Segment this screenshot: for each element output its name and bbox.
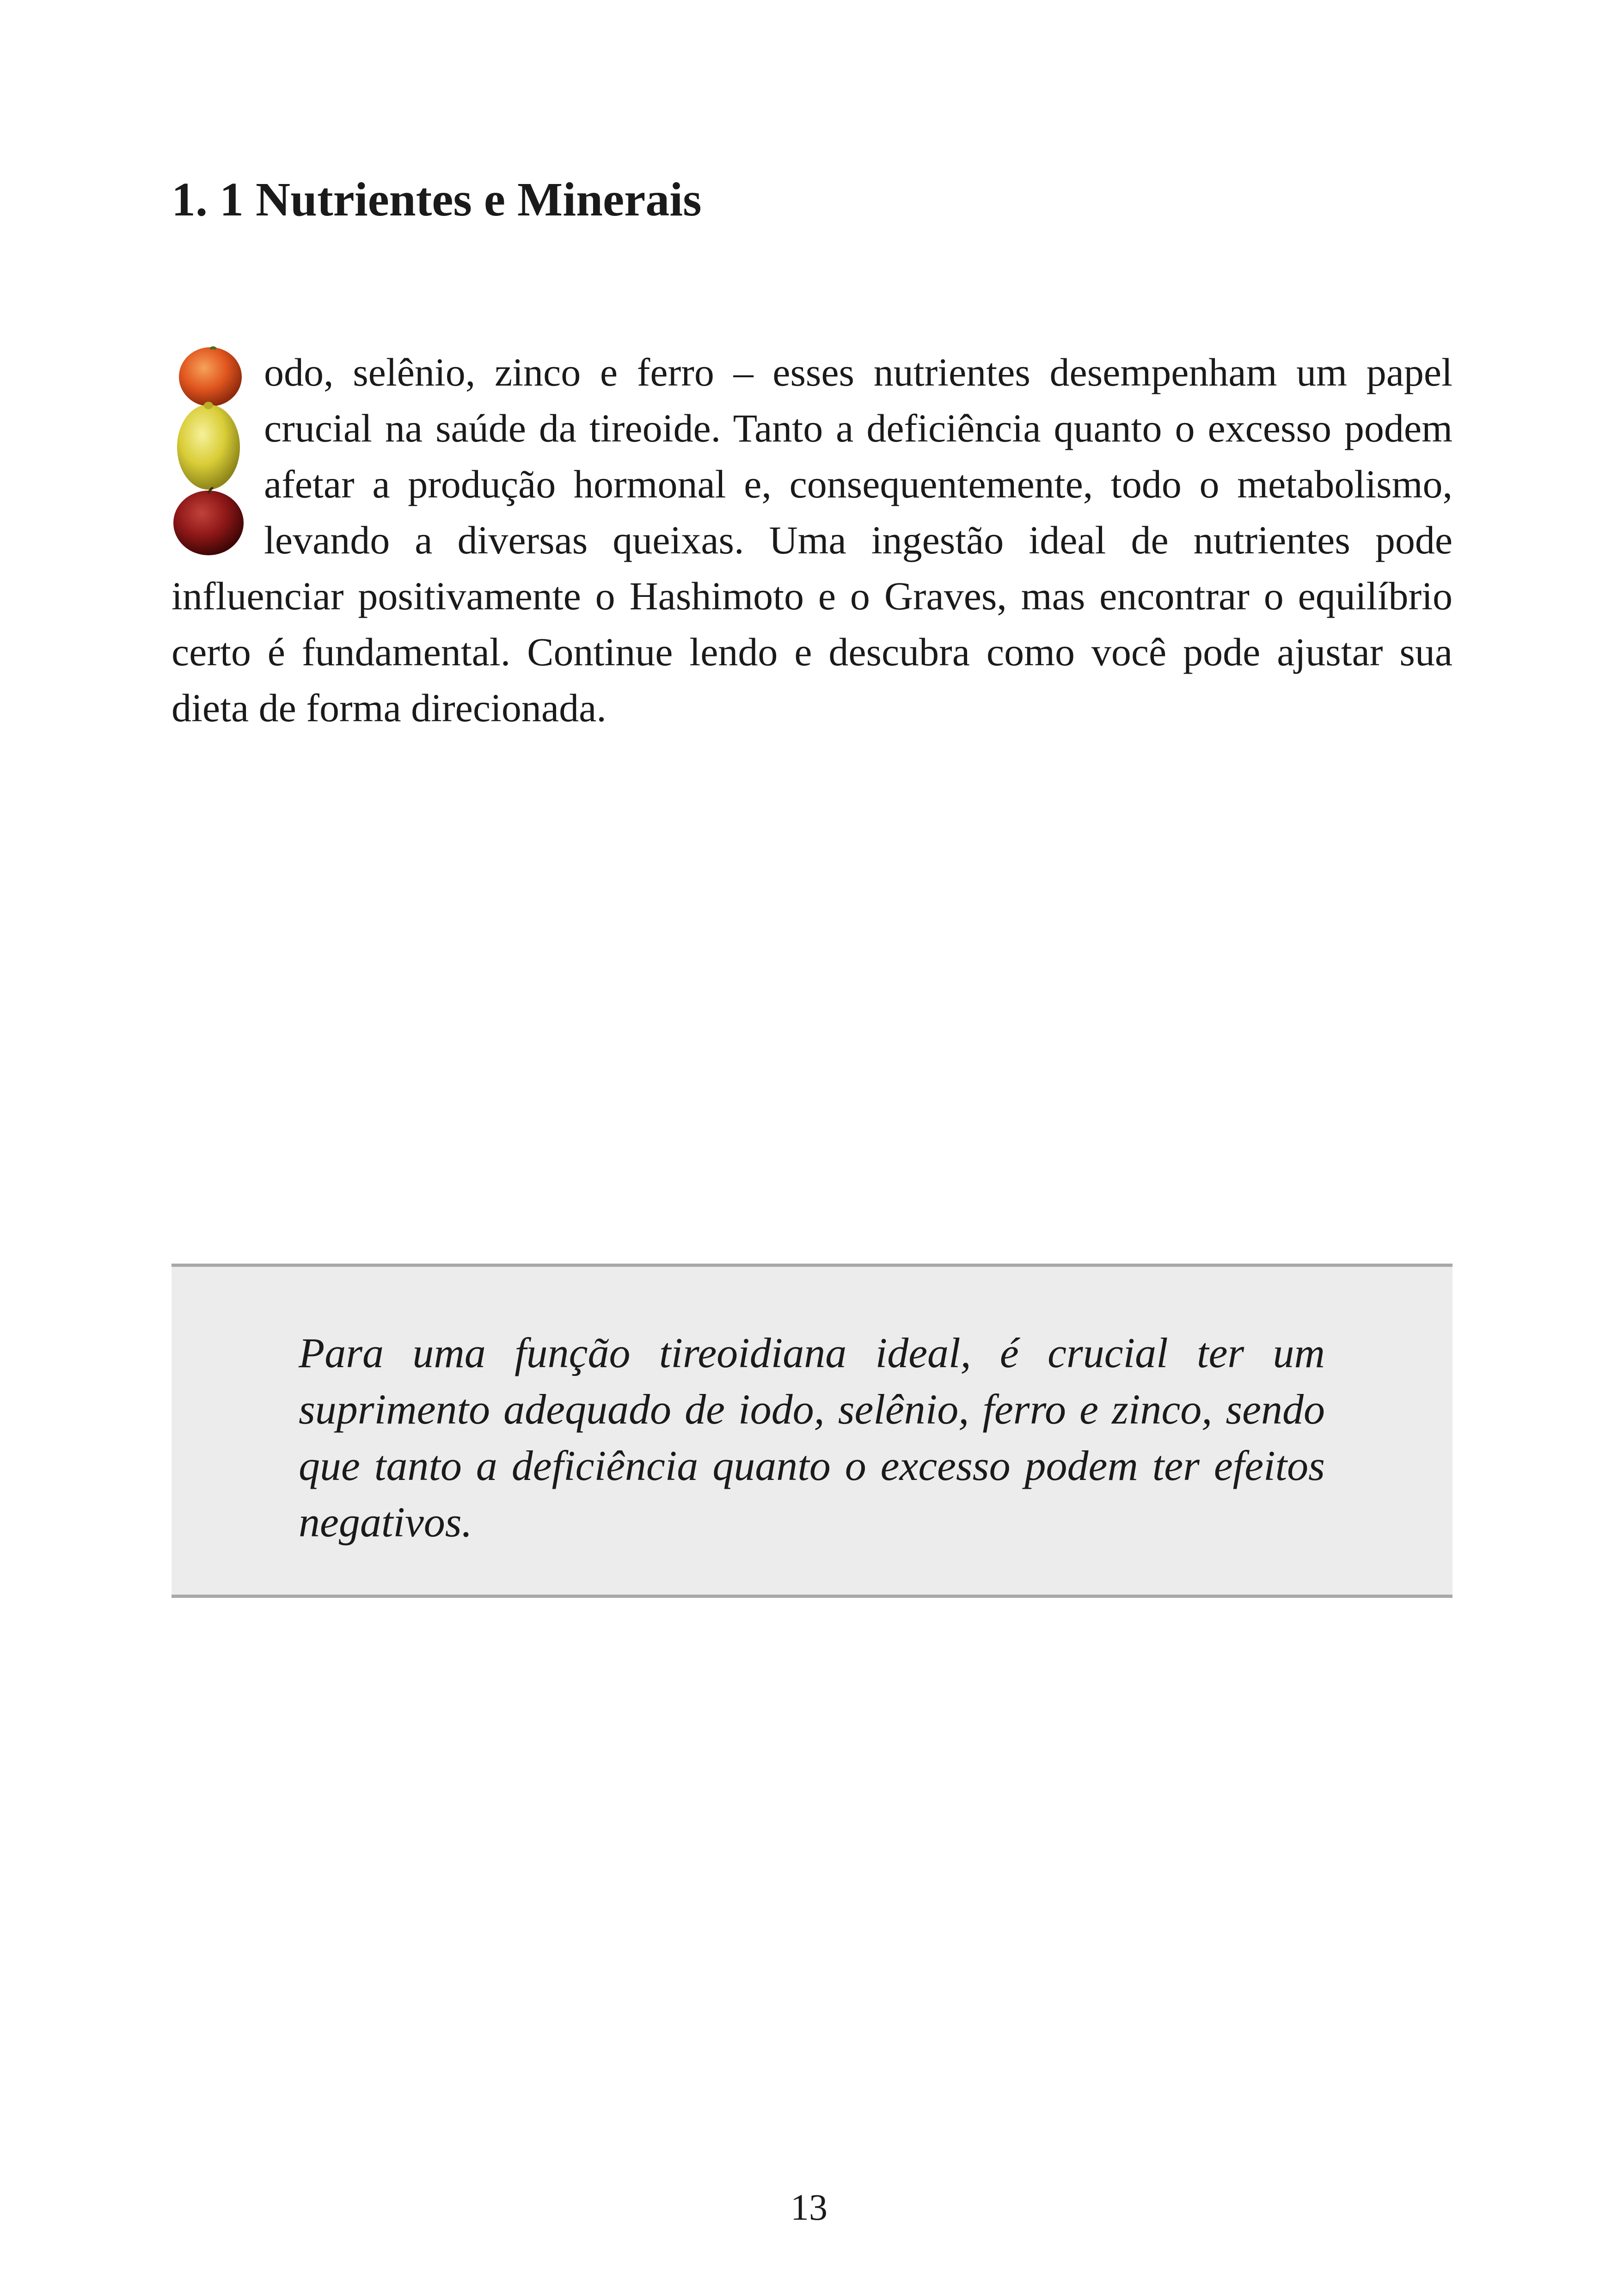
intro-text: odo, selênio, zinco e ferro – esses nutrientes desempenham um papel crucial na saúde da tireoide. Tanto a deficiência quanto o excesso podem afetar a produção hormonal e, consequentemente, todo o metabolismo, levando a diversas queixas. Uma ingestão ideal de nutrientes pode influenciar positivamente o Hashimoto e o Graves, mas encontrar o equilíbrio certo é fundamental. Continue lendo e descubra como você pode ajustar sua dieta de forma direcionada. — [172, 350, 1453, 730]
intro-paragraph — [172, 344, 1453, 736]
highlight-text: Para uma função tireoidiana ideal, é crucial ter um suprimento adequado de iodo, selênio, ferro e zinco, sendo que tanto a deficiência quanto o excesso podem ter efeitos negativos. — [299, 1329, 1325, 1546]
section-heading: 1. 1 Nutrientes e Minerais — [172, 173, 702, 226]
page-number: 13 — [791, 2187, 827, 2228]
highlight-box — [172, 1264, 1453, 1598]
fruit-dropcap-icon — [172, 344, 251, 562]
